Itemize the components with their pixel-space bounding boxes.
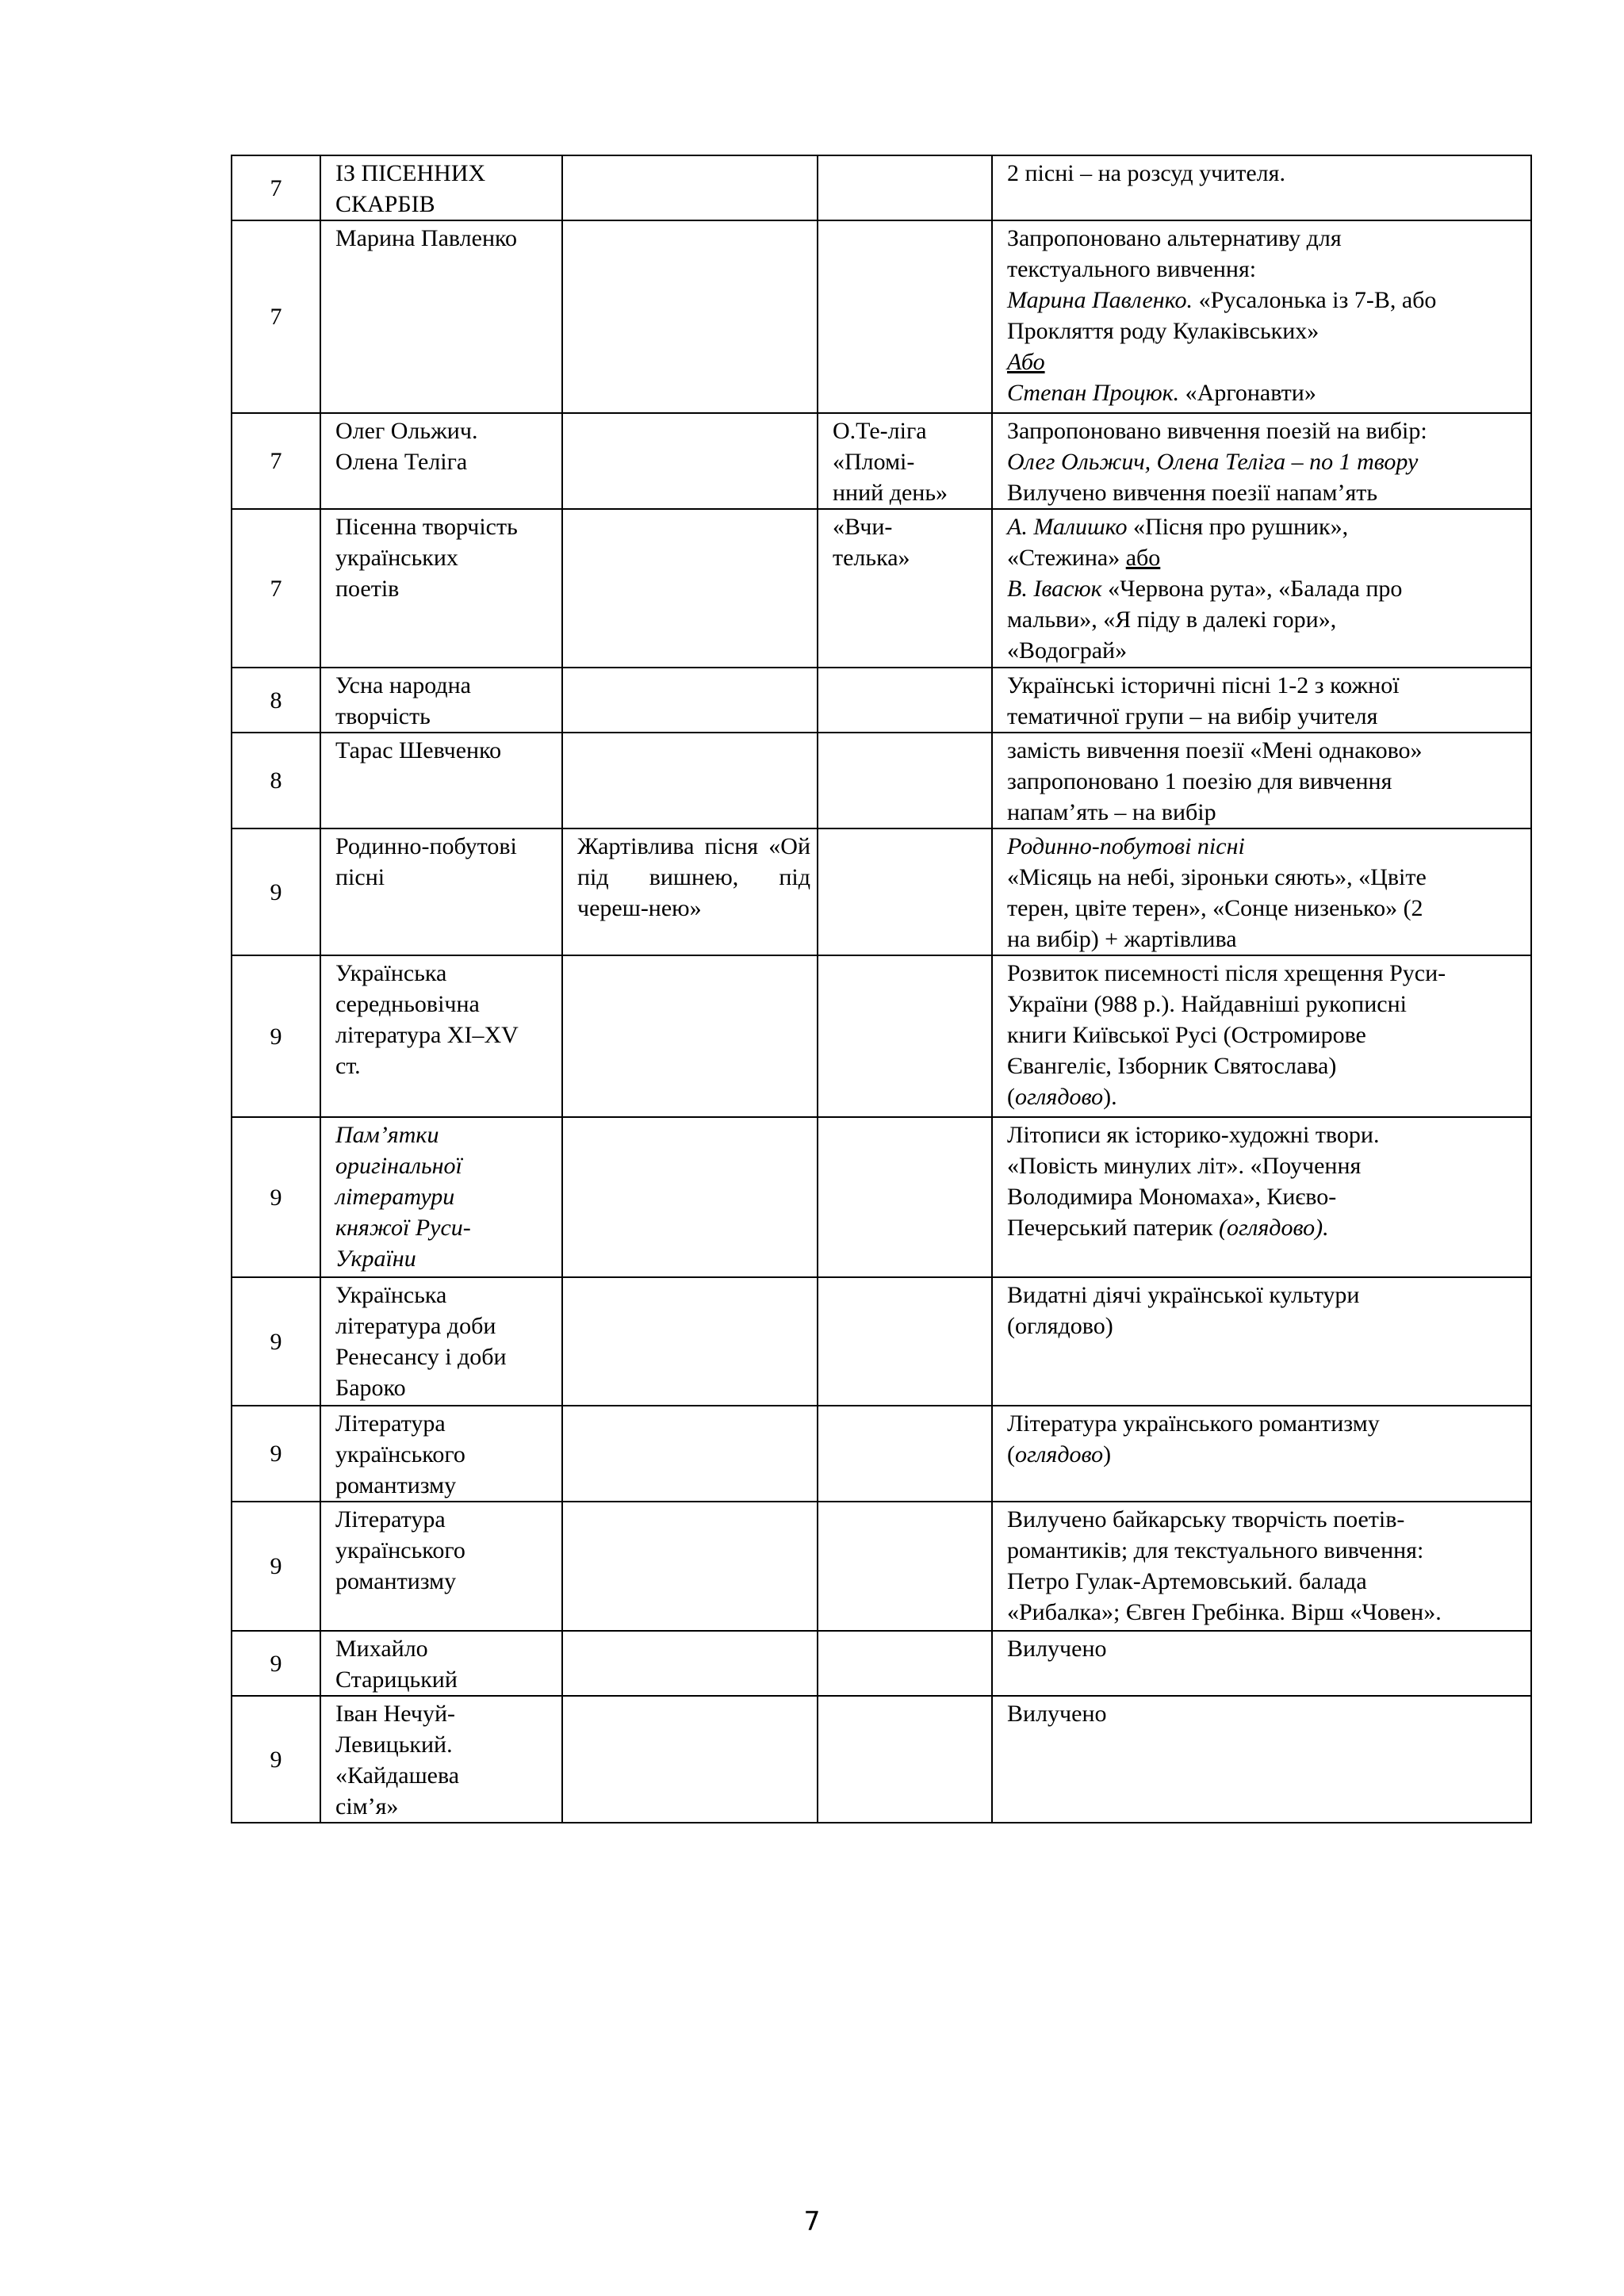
text-segment: «Вчи- bbox=[833, 514, 893, 540]
topic-cell bbox=[320, 1277, 562, 1406]
notes-cell bbox=[992, 828, 1531, 955]
notes-cell bbox=[992, 1631, 1531, 1696]
text-segment: 2 пісні – на розсуд учителя. bbox=[1007, 160, 1285, 186]
text-segment: (оглядово). bbox=[1218, 1215, 1329, 1241]
text-segment: Видатні діячі української культури bbox=[1007, 1282, 1360, 1308]
text-segment: творчість bbox=[335, 703, 431, 729]
replaced-works-cell bbox=[818, 1117, 992, 1277]
notes-cell bbox=[992, 733, 1531, 828]
notes-cell bbox=[992, 413, 1531, 509]
text-segment: Тарас Шевченко bbox=[335, 737, 502, 763]
text-segment: України bbox=[335, 1246, 416, 1272]
text-segment: Українські історичні пісні 1-2 з кожної bbox=[1007, 672, 1400, 698]
page-number: 7 bbox=[803, 2206, 821, 2237]
grade-cell: 9 bbox=[232, 955, 320, 1117]
excluded-works-cell bbox=[562, 220, 818, 413]
text-segment: Прокляття роду Кулаківських» bbox=[1007, 318, 1320, 344]
replaced-works-cell bbox=[818, 1631, 992, 1696]
excluded-works-cell bbox=[562, 155, 818, 220]
text-segment: телька» bbox=[833, 545, 910, 571]
text-segment: ст. bbox=[335, 1053, 361, 1079]
excluded-works-cell bbox=[562, 733, 818, 828]
notes-cell bbox=[992, 220, 1531, 413]
notes-cell bbox=[992, 668, 1531, 733]
text-segment: Література bbox=[335, 1506, 446, 1533]
table-row bbox=[232, 1631, 1531, 1696]
grade-cell: 8 bbox=[232, 668, 320, 733]
table-row bbox=[232, 1502, 1531, 1631]
text-segment: Марина Павленко bbox=[335, 225, 518, 251]
text-segment: українських bbox=[335, 545, 458, 571]
table-row bbox=[232, 509, 1531, 668]
text-segment: Родинно-побутові пісні bbox=[1007, 833, 1245, 859]
text-segment: оглядово bbox=[1015, 1441, 1104, 1468]
excluded-works-cell bbox=[562, 828, 818, 955]
text-segment: терен, цвіте терен», «Сонце низенько» (2 bbox=[1007, 895, 1423, 921]
text-segment: «Повість минулих літ». «Поучення bbox=[1007, 1153, 1362, 1179]
table-row bbox=[232, 413, 1531, 509]
table-row bbox=[232, 1406, 1531, 1502]
topic-cell bbox=[320, 1631, 562, 1696]
text-segment: Олена Теліга bbox=[335, 449, 468, 475]
text-segment: романтиків; для текстуального вивчення: bbox=[1007, 1537, 1424, 1563]
text-segment: Старицький bbox=[335, 1667, 458, 1693]
notes-cell bbox=[992, 1406, 1531, 1502]
text-segment: література XI–XV bbox=[335, 1022, 519, 1048]
text-segment: Олег Ольжич. bbox=[335, 418, 478, 444]
topic-cell bbox=[320, 1117, 562, 1277]
text-segment: замість вивчення поезії «Мені однаково» bbox=[1007, 737, 1423, 763]
text-segment: В. Івасюк bbox=[1007, 576, 1102, 602]
text-segment: Бароко bbox=[335, 1375, 406, 1401]
grade-cell: 7 bbox=[232, 509, 320, 668]
replaced-works-cell bbox=[818, 1406, 992, 1502]
grade-cell: 9 bbox=[232, 1631, 320, 1696]
replaced-works-cell bbox=[818, 733, 992, 828]
text-segment: література доби bbox=[335, 1313, 496, 1339]
text-segment: або bbox=[1125, 545, 1161, 571]
replaced-works-cell bbox=[818, 955, 992, 1117]
text-segment: Степан Процюк. bbox=[1007, 380, 1180, 406]
grade-cell: 7 bbox=[232, 220, 320, 413]
replaced-works-cell bbox=[818, 1502, 992, 1631]
text-segment: ІЗ ПІСЕННИХ bbox=[335, 160, 486, 186]
text-segment: напам’ять – на вибір bbox=[1007, 799, 1216, 825]
grade-cell: 7 bbox=[232, 413, 320, 509]
excluded-works-cell bbox=[562, 1406, 818, 1502]
notes-cell bbox=[992, 1277, 1531, 1406]
text-segment: княжої Руси- bbox=[335, 1215, 471, 1241]
topic-cell bbox=[320, 955, 562, 1117]
topic-cell bbox=[320, 509, 562, 668]
topic-cell bbox=[320, 1696, 562, 1823]
text-segment: нний день» bbox=[833, 480, 948, 506]
text-segment: Літописи як історико-художні твори. bbox=[1007, 1122, 1380, 1148]
table-row bbox=[232, 1117, 1531, 1277]
text-segment: Розвиток писемності після хрещення Руси- bbox=[1007, 960, 1446, 986]
replaced-works-cell bbox=[818, 1696, 992, 1823]
grade-cell: 9 bbox=[232, 1406, 320, 1502]
text-segment: «Пісня про рушник», bbox=[1127, 514, 1349, 540]
excluded-works-cell bbox=[562, 1277, 818, 1406]
notes-cell bbox=[992, 1117, 1531, 1277]
text-segment: «Аргонавти» bbox=[1179, 380, 1316, 406]
table-body bbox=[232, 155, 1531, 1823]
replaced-works-cell bbox=[818, 509, 992, 668]
text-segment: Запропоновано альтернативу для bbox=[1007, 225, 1342, 251]
excluded-works-cell bbox=[562, 1696, 818, 1823]
topic-cell bbox=[320, 413, 562, 509]
text-segment: «Рибалка»; Євген Гребінка. Вірш «Човен». bbox=[1007, 1599, 1442, 1625]
text-segment: оглядово bbox=[1015, 1084, 1104, 1110]
topic-cell bbox=[320, 828, 562, 955]
text-segment: Євангеліє, Ізборник Святослава) bbox=[1007, 1053, 1337, 1079]
text-segment: ( bbox=[1007, 1441, 1015, 1468]
excluded-works-cell bbox=[562, 509, 818, 668]
text-segment: СКАРБІВ bbox=[335, 191, 435, 217]
grade-cell: 7 bbox=[232, 155, 320, 220]
replaced-works-cell bbox=[818, 155, 992, 220]
text-segment: мальви», «Я піду в далекі гори», bbox=[1007, 607, 1337, 633]
table-row bbox=[232, 155, 1531, 220]
excluded-works-cell bbox=[562, 413, 818, 509]
text-segment: пісні bbox=[335, 864, 385, 890]
text-segment: українського bbox=[335, 1441, 465, 1468]
notes-cell bbox=[992, 955, 1531, 1117]
text-segment: «Пломі- bbox=[833, 449, 915, 475]
table-row bbox=[232, 1277, 1531, 1406]
replaced-works-cell bbox=[818, 668, 992, 733]
text-segment: ( bbox=[1007, 1084, 1015, 1110]
text-segment: ) bbox=[1103, 1441, 1112, 1468]
replaced-works-cell bbox=[818, 413, 992, 509]
table-row bbox=[232, 220, 1531, 413]
text-segment: Вилучено bbox=[1007, 1636, 1107, 1662]
text-segment: «Кайдашева bbox=[335, 1762, 460, 1789]
program-changes-table bbox=[231, 155, 1532, 1823]
text-segment: А. Малишко bbox=[1007, 514, 1128, 540]
text-segment: Петро Гулак-Артемовський. балада bbox=[1007, 1568, 1367, 1594]
topic-cell bbox=[320, 1406, 562, 1502]
notes-cell bbox=[992, 509, 1531, 668]
text-segment: Пісенна творчість bbox=[335, 514, 518, 540]
text-segment: ). bbox=[1103, 1084, 1117, 1110]
grade-cell: 9 bbox=[232, 1502, 320, 1631]
text-segment: Жартівлива пісня «Ой під вишнею, під череш-нею» bbox=[577, 833, 810, 921]
text-segment: «Червона рута», «Балада про bbox=[1101, 576, 1403, 602]
notes-cell bbox=[992, 1502, 1531, 1631]
topic-cell bbox=[320, 733, 562, 828]
excluded-works-cell bbox=[562, 1117, 818, 1277]
grade-cell: 8 bbox=[232, 733, 320, 828]
text-segment: «Водограй» bbox=[1007, 637, 1128, 664]
topic-cell bbox=[320, 668, 562, 733]
text-segment: тематичної групи – на вибір учителя bbox=[1007, 703, 1378, 729]
text-segment: Вилучено байкарську творчість поетів- bbox=[1007, 1506, 1405, 1533]
grade-cell: 9 bbox=[232, 1696, 320, 1823]
text-segment: текстуального вивчення: bbox=[1007, 256, 1257, 282]
text-segment: Олег Ольжич, Олена Теліга – по 1 твору bbox=[1007, 449, 1419, 475]
text-segment: Пам’ятки bbox=[335, 1122, 439, 1148]
topic-cell bbox=[320, 155, 562, 220]
text-segment: середньовічна bbox=[335, 991, 480, 1017]
replaced-works-cell bbox=[818, 220, 992, 413]
text-segment: Печерський патерик bbox=[1007, 1215, 1219, 1241]
text-segment: «Русалонька із 7-В, або bbox=[1193, 287, 1437, 313]
grade-cell: 9 bbox=[232, 828, 320, 955]
text-segment: Родинно-побутові bbox=[335, 833, 517, 859]
table-row bbox=[232, 733, 1531, 828]
excluded-works-cell bbox=[562, 1502, 818, 1631]
replaced-works-cell bbox=[818, 828, 992, 955]
text-segment: Усна народна bbox=[335, 672, 471, 698]
text-segment: Запропоновано вивчення поезій на вибір: bbox=[1007, 418, 1427, 444]
text-segment: України (988 р.). Найдавніші рукописні bbox=[1007, 991, 1407, 1017]
text-segment: Володимира Мономаха», Києво- bbox=[1007, 1184, 1337, 1210]
notes-cell bbox=[992, 1696, 1531, 1823]
text-segment: оригінальної bbox=[335, 1153, 462, 1179]
text-segment: Або bbox=[1007, 349, 1045, 375]
table-row bbox=[232, 828, 1531, 955]
text-segment: Іван Нечуй- bbox=[335, 1701, 455, 1727]
topic-cell bbox=[320, 220, 562, 413]
text-segment: Вилучено вивчення поезії напам’ять bbox=[1007, 480, 1378, 506]
text-segment: Українська bbox=[335, 1282, 447, 1308]
grade-cell: 9 bbox=[232, 1117, 320, 1277]
text-segment: романтизму bbox=[335, 1472, 457, 1498]
table-row bbox=[232, 1696, 1531, 1823]
table-row bbox=[232, 955, 1531, 1117]
text-segment: літератури bbox=[335, 1184, 455, 1210]
excluded-works-cell bbox=[562, 1631, 818, 1696]
topic-cell bbox=[320, 1502, 562, 1631]
text-segment: Література bbox=[335, 1410, 446, 1437]
notes-cell bbox=[992, 155, 1531, 220]
text-segment: О.Те-ліга bbox=[833, 418, 927, 444]
text-segment: (оглядово) bbox=[1007, 1313, 1113, 1339]
replaced-works-cell bbox=[818, 1277, 992, 1406]
text-segment: Література українського романтизму bbox=[1007, 1410, 1380, 1437]
text-segment: «Місяць на небі, зіроньки сяють», «Цвіте bbox=[1007, 864, 1427, 890]
text-segment: Михайло bbox=[335, 1636, 428, 1662]
text-segment: книги Київської Русі (Остромирове bbox=[1007, 1022, 1366, 1048]
text-segment: на вибір) + жартівлива bbox=[1007, 926, 1237, 952]
text-segment: Вилучено bbox=[1007, 1701, 1107, 1727]
text-segment: «Стежина» bbox=[1007, 545, 1126, 571]
excluded-works-cell bbox=[562, 668, 818, 733]
table-row bbox=[232, 668, 1531, 733]
grade-cell: 9 bbox=[232, 1277, 320, 1406]
text-segment: українського bbox=[335, 1537, 465, 1563]
text-segment: романтизму bbox=[335, 1568, 457, 1594]
text-segment: Левицький. bbox=[335, 1732, 453, 1758]
text-segment: запропоновано 1 поезію для вивчення bbox=[1007, 768, 1392, 794]
text-segment: Марина Павленко. bbox=[1007, 287, 1193, 313]
text-segment: Ренесансу і доби bbox=[335, 1344, 507, 1370]
excluded-works-cell bbox=[562, 955, 818, 1117]
text-segment: Українська bbox=[335, 960, 447, 986]
text-segment: поетів bbox=[335, 576, 400, 602]
text-segment: сім’я» bbox=[335, 1793, 399, 1820]
